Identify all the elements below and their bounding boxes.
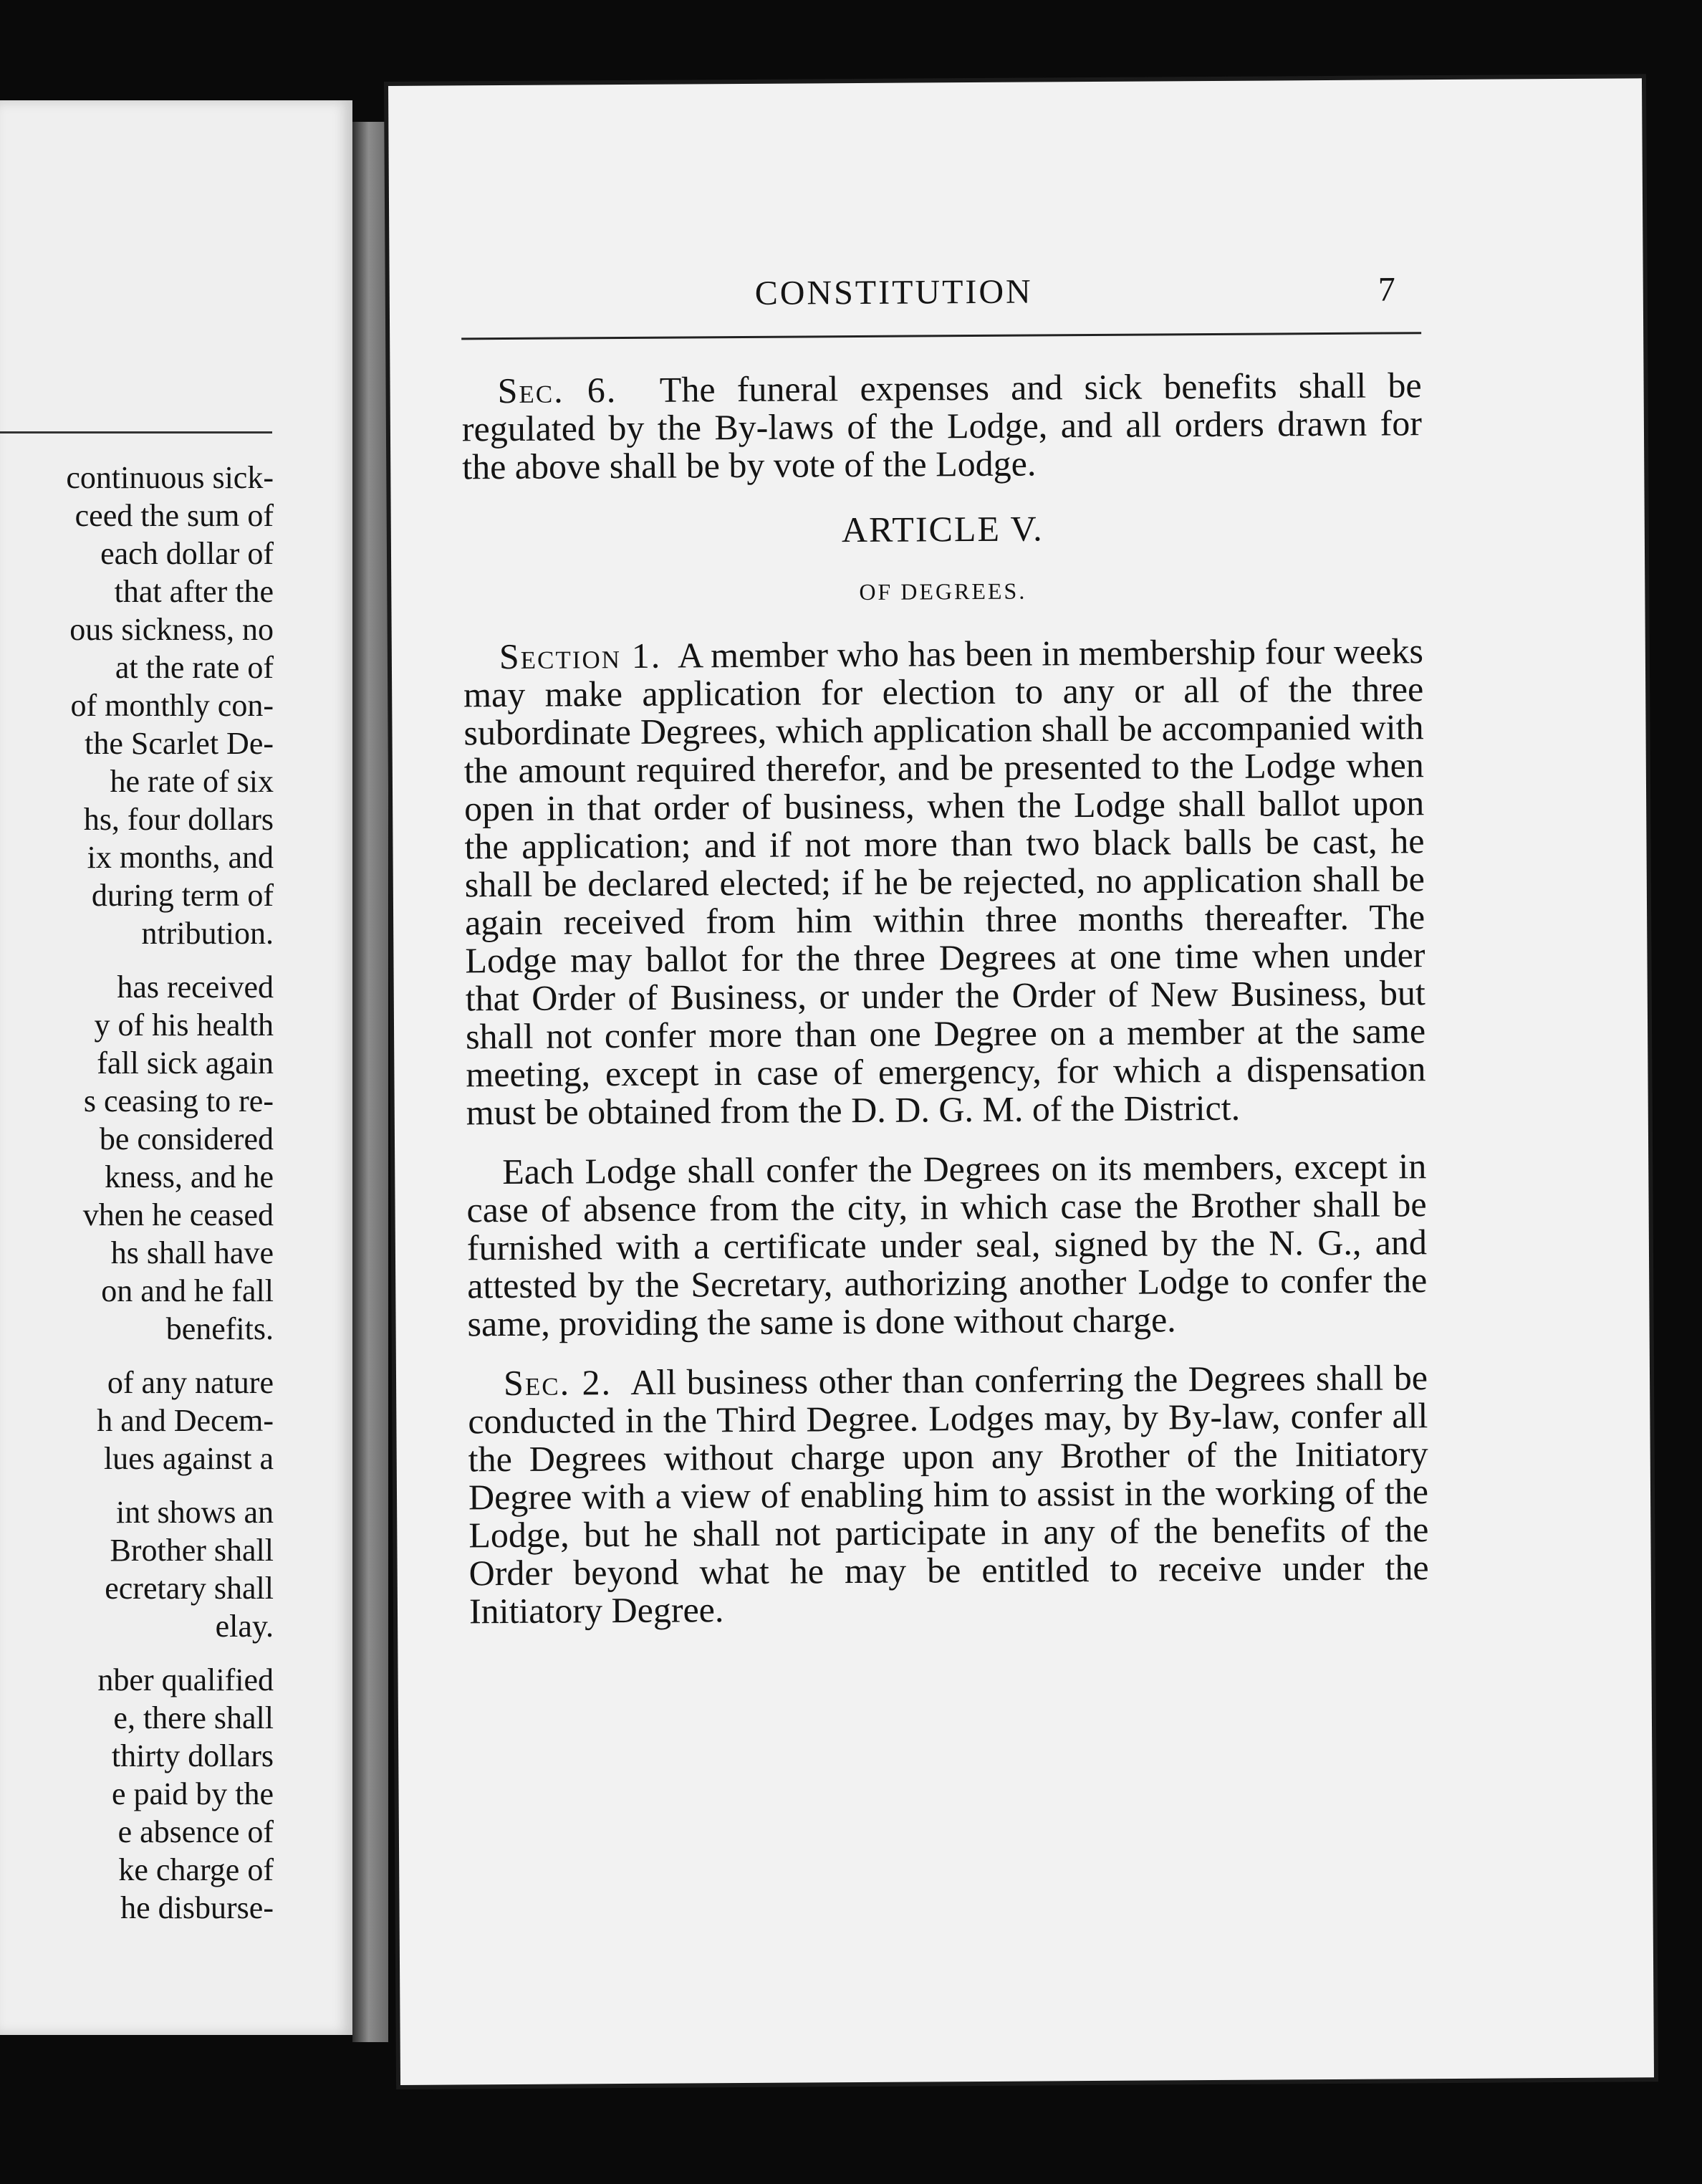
left-page-line: ntribution.: [141, 916, 274, 951]
left-page-line: each dollar of: [100, 536, 274, 571]
sec-6-text: The funeral expenses and sick benefits shall be regulated by the By-laws of the Lodge, and all orders drawn for the above shall be by vote of the Lodge.: [461, 365, 1423, 487]
left-page-line: Brother shall: [110, 1533, 274, 1568]
left-page-line: e, there shall: [113, 1700, 274, 1735]
left-page-line: int shows an: [116, 1495, 274, 1530]
each-lodge-paragraph: [466, 1147, 1428, 1343]
sec-2-paragraph: [468, 1359, 1429, 1630]
left-page-line: ix months, and: [87, 840, 274, 875]
left-page-line: thirty dollars: [111, 1738, 274, 1773]
left-page-rule: [0, 431, 272, 434]
left-page-line: kness, and he: [105, 1159, 274, 1194]
left-page-line: h and Decem-: [97, 1403, 274, 1438]
book-gutter: [352, 122, 388, 2042]
left-page-line: elay.: [215, 1609, 274, 1644]
left-page-line: ke charge of: [118, 1852, 274, 1887]
left-page-line: hs, four dollars: [83, 802, 274, 837]
left-page-line: be considered: [99, 1121, 274, 1156]
left-page-line: that after the: [114, 574, 274, 609]
left-page-line: e paid by the: [111, 1776, 274, 1811]
left-page-line: has received: [117, 969, 274, 1005]
body-text: [461, 366, 1429, 1630]
sec-2-label: Sec. 2.: [503, 1362, 612, 1404]
running-title: CONSTITUTION: [754, 272, 1033, 312]
left-page-line: benefits.: [165, 1311, 274, 1346]
left-page-text: [0, 459, 274, 1927]
section-1-label: Section 1.: [499, 635, 662, 677]
left-page-line: nber qualified: [97, 1662, 274, 1697]
left-page-line: he rate of six: [110, 764, 274, 799]
header-rule: [461, 332, 1421, 340]
left-page-line: of any nature: [107, 1365, 274, 1400]
left-page-line: y of his health: [94, 1007, 274, 1043]
left-page-line: continuous sick-: [66, 460, 274, 495]
left-page-line: on and he fall: [101, 1273, 274, 1308]
right-page: [388, 78, 1654, 2085]
article-title: ARTICLE V.: [841, 508, 1044, 550]
left-page-line: he disburse-: [120, 1890, 274, 1925]
page-number: 7: [1378, 270, 1398, 309]
left-page-line: ecretary shall: [105, 1571, 274, 1606]
left-page-line: s ceasing to re-: [83, 1083, 274, 1119]
left-page-line: during term of: [91, 878, 274, 913]
left-page-line: hs shall have: [110, 1235, 274, 1270]
left-page-line: lues against a: [103, 1441, 274, 1476]
section-1-paragraph: [463, 632, 1426, 1131]
article-subtitle: OF DEGREES.: [859, 578, 1027, 605]
each-lodge-text: Each Lodge shall confer the Degrees on its members, except in case of absence from the city, in which case the Brother shall be furnished with a certificate under seal, signed by the N. G., and attested by the Secretary, authorizing another Lodge to confer the same, providing the same is done without charge.: [466, 1146, 1428, 1344]
left-page: [0, 100, 352, 2035]
left-page-line: ceed the sum of: [74, 498, 274, 533]
section-1-text: A member who has been in membership four weeks may make application for election to any or all of the three subordinate Degrees, which application shall be accompanied with the amount required therefor, and be presented to the Lodge when open in that order of business, when the Lodge shall ballot upon the application; and if not more than two black balls be cast, he shall be declared elected; if he be rejected, no application shall be again received from him within three months thereafter. The Lodge may ballot for the three Degrees at one time when under that Order of Business, or under the Order of New Business, but shall not confer more than one Degree on a member at the same meeting, except in case of emergency, for which a dispensation must be obtained from the D. D. G. M. of the District.: [463, 631, 1426, 1133]
sec-6-paragraph: [461, 366, 1422, 486]
sec-2-text: All business other than conferring the Degrees shall be conducted in the Third Degree. Lodges may, by By-law, confer all the Degrees without charge upon any Brother of the Initiatory Degree with a view of enabling him to assist in the working of the Lodge, but he shall not participate in any of the benefits of the Order beyond what he may be entitled to receive under the Initiatory Degree.: [468, 1357, 1429, 1632]
left-page-line: e absence of: [117, 1814, 274, 1849]
running-header: [390, 269, 1407, 326]
sec-6-label: Sec. 6.: [497, 370, 617, 411]
left-page-line: the Scarlet De-: [85, 726, 274, 761]
left-page-line: fall sick again: [97, 1045, 274, 1081]
left-page-line: ous sickness, no: [69, 612, 274, 647]
left-page-line: vhen he ceased: [82, 1197, 274, 1232]
left-page-line: of monthly con-: [70, 688, 274, 723]
left-page-line: at the rate of: [115, 650, 274, 685]
